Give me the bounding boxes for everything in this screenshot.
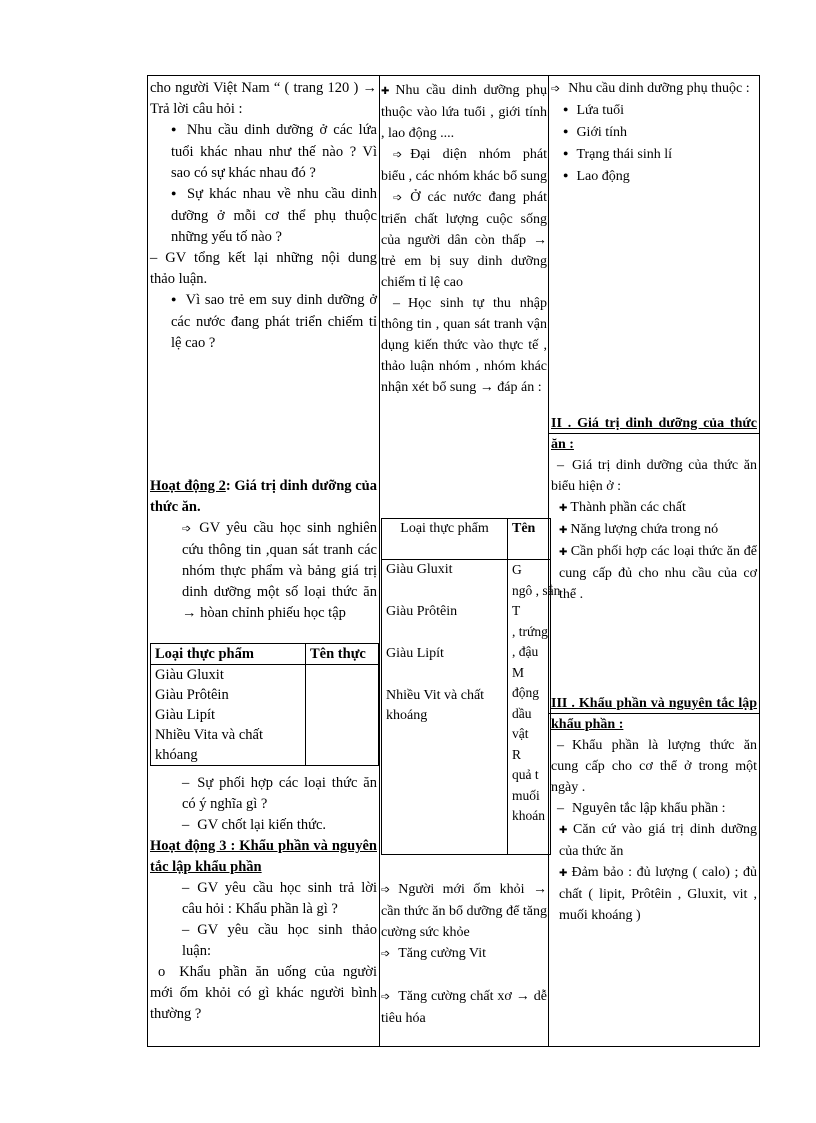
needs-intro: ➩ Nhu cầu dinh dưỡng phụ thuộc :: [551, 78, 757, 100]
gv-summary: – GV tổng kết lại những nội dung thảo luận.: [150, 248, 377, 290]
answer-cell-types: [382, 560, 508, 855]
table-header-food-name: Tên thực: [306, 644, 379, 665]
plus-icon: [559, 544, 571, 559]
bullet-icon: [171, 186, 187, 202]
sick-answers: [381, 879, 547, 1029]
plus-icon: [559, 822, 573, 837]
list-item: ✚ Thành phần các chất: [551, 497, 757, 519]
table-row: Giàu Gluxit: [386, 562, 453, 577]
table-row: Giàu Prôtêin: [155, 687, 229, 703]
answer-header-food-type: Loại thực phẩm: [382, 519, 508, 560]
dash-icon: [557, 458, 572, 473]
table-border-bottom: [147, 1046, 760, 1047]
table-row: Nhiều Vit và chất khoáng: [386, 688, 485, 723]
question-1: ● Nhu cầu dinh dưỡng ở các lứa tuổi khác nhau như thế nào ? Vì sao có sự khác nhau đó ?: [150, 120, 377, 184]
table-row: Giàu Lipít: [386, 646, 444, 661]
list-item: ● Giới tính: [563, 122, 757, 144]
list-item: ✚ Cần phối hợp các loại thức ăn để cung cấp đủ cho nhu cầu của cơ thể .: [551, 541, 757, 605]
ration-definition: – Khẩu phần là lượng thức ăn cung cấp cho cơ thể ở trong một ngày .: [551, 735, 757, 798]
table-cell-empty: [306, 665, 379, 766]
section-2-title: II . Giá trị dinh dưỡng của thức ăn :: [551, 416, 757, 452]
dash-icon: [182, 922, 197, 938]
section-3: [551, 693, 757, 926]
question-3: ● Vì sao trẻ em suy dinh dưỡng ở các nước đang phát triển chiếm tỉ lệ cao ?: [150, 290, 377, 354]
arrow-icon: [381, 989, 398, 1004]
plus-icon: [381, 83, 395, 98]
arrow-icon: [551, 81, 568, 96]
table-border-right: [759, 75, 760, 1047]
dash-icon: [557, 738, 572, 753]
answer-header-name: Tên: [508, 519, 551, 560]
table-row: Nhiều Vita và chất khóang: [155, 727, 263, 763]
dash-icon: [150, 250, 165, 266]
section-3-title: III . Khẩu phần và nguyên tắc lập khẩu phần :: [551, 696, 757, 732]
list-item: ● Lao động: [563, 166, 757, 188]
answer-table: [381, 518, 561, 855]
intro-text: cho người Việt Nam “ ( trang 120 ) → Trả lời câu hỏi :: [150, 80, 377, 117]
arrow-icon: [381, 882, 398, 897]
value-intro: – Giá trị dinh dưỡng của thức ăn biểu hiện ở :: [551, 455, 757, 497]
table-header-food-type: Loại thực phẩm: [151, 644, 306, 665]
arrow-icon: [381, 946, 398, 961]
column-student-activities: [381, 80, 547, 398]
sick-answer-1: ➩ Người mới ốm khỏi → cần thức ăn bổ dưỡng để tăng cường sức khỏe: [381, 879, 547, 943]
gv-question-ration: – GV yêu cầu học sinh trả lời câu hỏi : Khẩu phần là gì ?: [150, 878, 377, 920]
principle-1: ✚ Căn cứ vào giá trị dinh dưỡng của thức ăn: [551, 819, 757, 862]
sick-answer-2: ➩ Tăng cường Vit: [381, 943, 547, 965]
question-2: ● Sự khác nhau về nhu cầu dinh dưỡng ở mỗi cơ thể phụ thuộc những yếu tố nào ?: [150, 184, 377, 248]
table-border-divider-1: [379, 75, 380, 1047]
principle-2: ✚ Đảm bảo : đủ lượng ( calo) ; đủ chất ( lipit, Prôtêin , Gluxit, vit , muối khoáng ): [551, 862, 757, 926]
developing-countries: ➩ Ở các nước đang phát triển chất lượng cuộc sống của người dân còn thấp → trẻ em bị suy dinh dưỡng chiếm tỉ lệ cao: [381, 187, 547, 293]
gv-discuss: – GV yêu cầu học sinh thảo luận:: [150, 920, 377, 962]
table-border-left: [147, 75, 148, 1047]
principle-intro: – Nguyên tắc lập khẩu phần :: [551, 798, 757, 819]
needs-factors: [551, 100, 757, 188]
dash-icon: [182, 817, 197, 833]
answer-cell-names: G ngô , sắn T , trứng , đậu M động dầu vật R quả t muối khoán: [508, 560, 551, 855]
list-item: ✚ Năng lượng chứa trong nó: [551, 519, 757, 541]
arrow-icon: [393, 190, 410, 205]
table-row: Giàu Gluxit: [155, 667, 224, 683]
needs-text: ✚ Nhu cầu dinh dưỡng phụ thuộc vào lứa tuổi , giới tính , lao động ....: [381, 80, 547, 144]
gv-request: ➩ GV yêu cầu học sinh nghiên cứu thông tin ,quan sát tranh các nhóm thực phẩm và bảng giá trị dinh dưỡng một số loại thức ăn → hòan chỉnh phiếu học tập: [150, 518, 377, 624]
activity-2-followup: [150, 773, 377, 1025]
plus-icon: [559, 865, 571, 880]
student-research: – Học sinh tự thu nhập thông tin , quan sát tranh vận dụng kiến thức vào thực tế , thảo luận nhóm , nhóm khác nhận xét bổ sung → đáp án :: [381, 293, 547, 398]
column-content: [551, 78, 757, 188]
arrow-icon: [393, 147, 410, 162]
dash-icon: [182, 775, 197, 791]
table-row: Giàu Prôtêin: [386, 604, 458, 619]
activity-2-block: [150, 476, 377, 624]
gv-conclude: – GV chốt lại kiến thức.: [150, 815, 377, 836]
activity-2-heading: Hoạt động 2: Giá trị dinh dưỡng của thức ăn.: [150, 478, 377, 515]
dash-icon: [182, 880, 197, 896]
combine-question: – Sự phối hợp các loại thức ăn có ý nghĩa gì ?: [150, 773, 377, 815]
table-border-top: [147, 75, 760, 76]
arrow-icon: [182, 520, 199, 536]
bullet-icon: [171, 292, 186, 308]
bullet-icon: [171, 122, 187, 138]
list-item: ● Lứa tuổi: [563, 100, 757, 122]
dash-icon: [393, 296, 408, 311]
table-row: Giàu Lipít: [155, 707, 216, 723]
question-sick: o Khẩu phần ăn uống của người mới ốm khỏi có gì khác người bình thường ?: [150, 964, 377, 1022]
section-2: [551, 413, 757, 605]
activity-3-heading: Hoạt động 3 : Khẩu phần và nguyên tắc lập khẩu phần: [150, 838, 377, 875]
circle-bullet-icon: o: [158, 964, 166, 980]
sick-answer-3: ➩ Tăng cường chất xơ → dễ tiêu hóa: [381, 986, 547, 1029]
column-teacher-activities: [150, 78, 377, 354]
worksheet-table-left: [150, 643, 379, 766]
table-cell-food-types: [151, 665, 306, 766]
dash-icon: [557, 801, 572, 816]
list-item: ● Trạng thái sinh lí: [563, 144, 757, 166]
group-report: ➩ Đại diện nhóm phát biểu , các nhóm khác bổ sung: [381, 144, 547, 187]
